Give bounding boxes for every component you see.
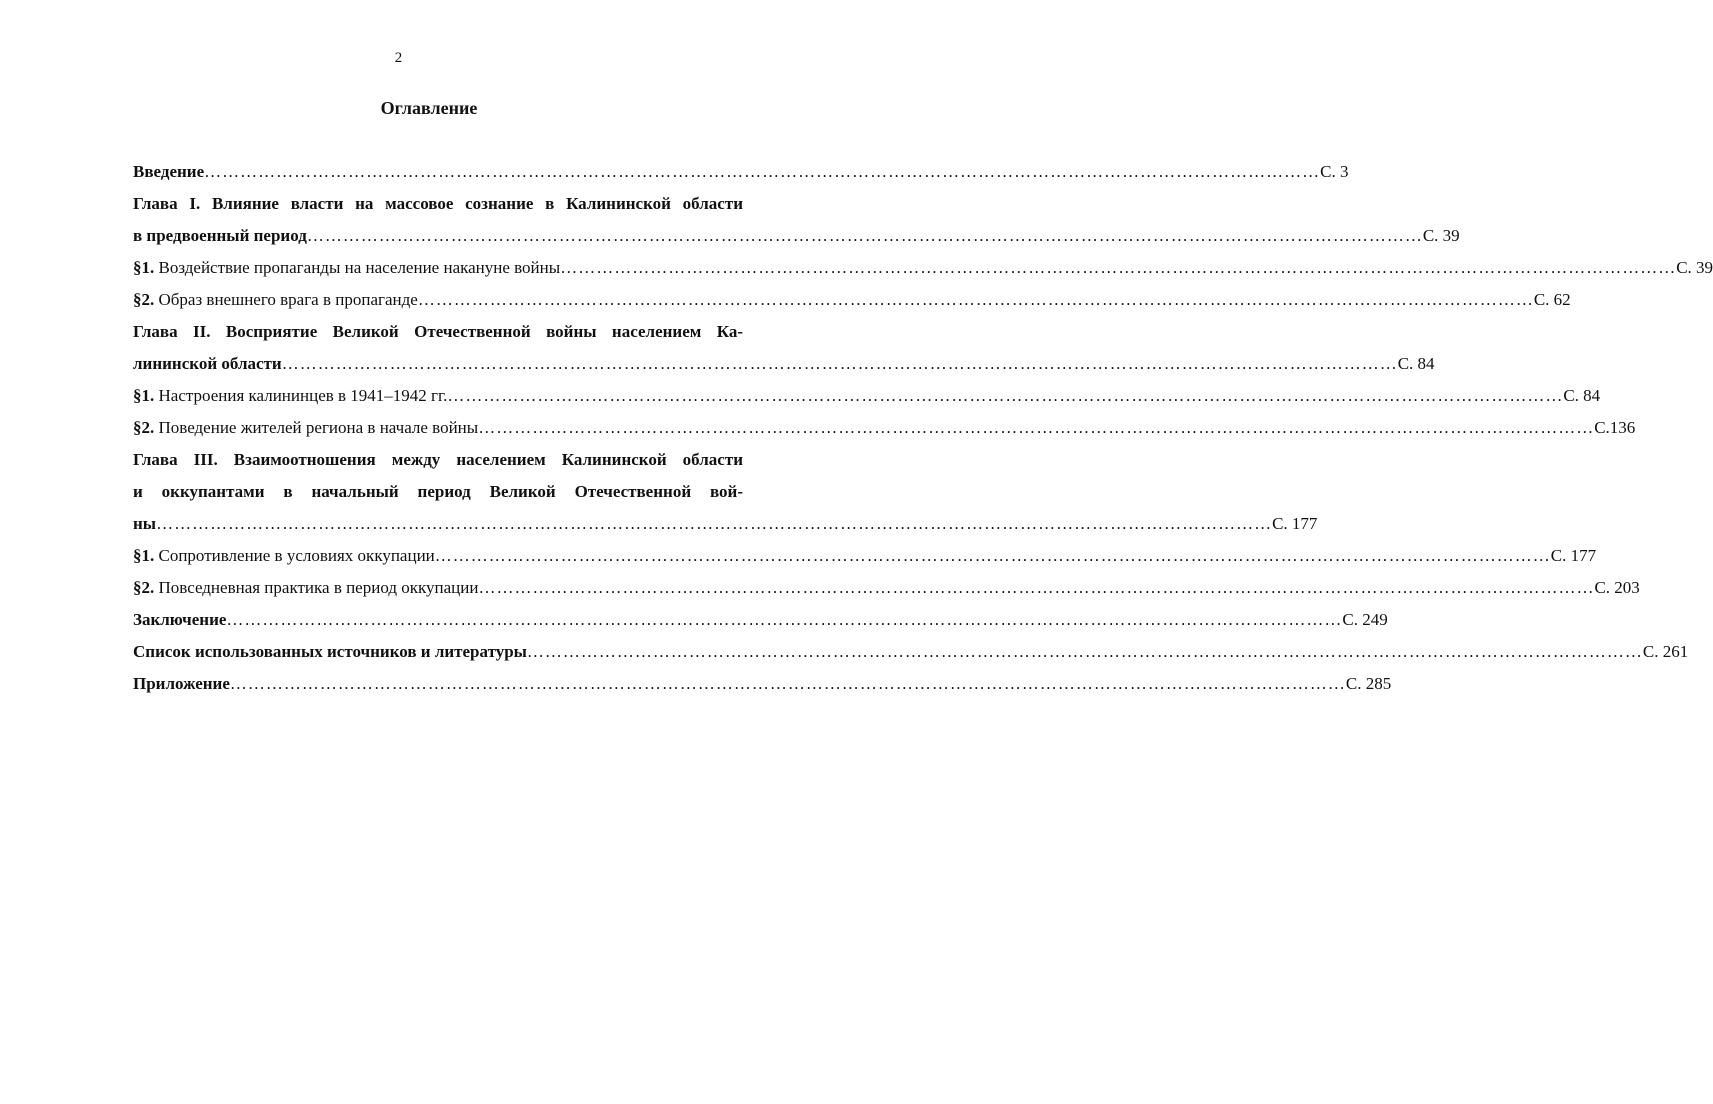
- leader-dots: ……………………………………………………………………………………………………………………………………………………………………: [156, 514, 1273, 533]
- section-number: §2.: [133, 418, 155, 437]
- leader-dots: ……………………………………………………………………………………………………………………………………………………………………: [281, 354, 1398, 373]
- leader-dots: ……………………………………………………………………………………………………………………………………………………………………: [560, 258, 1677, 277]
- toc-chapter3-line3: ны: [133, 514, 157, 533]
- section-title: Образ внешнего врага в пропаганде: [158, 290, 418, 309]
- toc-page-appendix: С. 285: [1345, 674, 1392, 693]
- toc-page-chapter1: С. 39: [1422, 226, 1460, 245]
- toc-page-chapter2: С. 84: [1397, 354, 1435, 373]
- page-number: 2: [394, 50, 403, 66]
- leader-dots: ……………………………………………………………………………………………………………………………………………………………………: [434, 546, 1551, 565]
- toc-entry-ch3-s1: [133, 540, 1597, 572]
- leader-dots: ……………………………………………………………………………………………………………………………………………………………………: [229, 674, 1346, 693]
- leader-dots: ……………………………………………………………………………………………………………………………………………………………………: [204, 162, 1321, 181]
- section-title: Повседневная практика в период оккупации: [158, 578, 479, 597]
- section-title: Сопротивление в условиях оккупации: [158, 546, 435, 565]
- toc-label-appendix: Приложение: [133, 674, 230, 693]
- section-number: §1.: [133, 386, 155, 405]
- leader-dots: ……………………………………………………………………………………………………………………………………………………………………: [417, 290, 1534, 309]
- leader-dots: ……………………………………………………………………………………………………………………………………………………………………: [447, 386, 1564, 405]
- toc-page-sources: С. 261: [1642, 642, 1689, 661]
- toc-entry-chapter2: [133, 348, 1435, 380]
- toc-label-sources: Список использованных источников и литературы: [133, 642, 527, 661]
- section-number: §2.: [133, 290, 155, 309]
- toc-entry-appendix: [133, 668, 1392, 700]
- toc-entry-chapter1: [133, 220, 1460, 252]
- toc-page-intro: С. 3: [1320, 162, 1349, 181]
- leader-dots: ……………………………………………………………………………………………………………………………………………………………………: [226, 610, 1343, 629]
- toc-entry-ch2-s2: [133, 412, 1636, 444]
- toc-chapter3-line1: Глава III. Взаимоотношения между населением Калининской области: [133, 450, 743, 469]
- section-number: §2.: [133, 578, 155, 597]
- toc-entry-sources: [133, 636, 1689, 668]
- section-page: С. 39: [1676, 258, 1713, 277]
- leader-dots: ……………………………………………………………………………………………………………………………………………………………………: [478, 578, 1595, 597]
- toc-chapter1-line1: Глава I. Влияние власти на массовое сознание в Калининской области: [133, 194, 743, 213]
- leader-dots: ……………………………………………………………………………………………………………………………………………………………………: [526, 642, 1643, 661]
- section-page: С. 62: [1533, 290, 1571, 309]
- section-title: Воздействие пропаганды на население накануне войны: [158, 258, 561, 277]
- toc-chapter3-line2: и оккупантами в начальный период Великой Отечественной вой-: [133, 482, 743, 501]
- toc-entry-ch1-s2: [133, 284, 1571, 316]
- toc-entry-ch2-s1: [133, 380, 1601, 412]
- leader-dots: ……………………………………………………………………………………………………………………………………………………………………: [306, 226, 1423, 245]
- leader-dots: ……………………………………………………………………………………………………………………………………………………………………: [478, 418, 1595, 437]
- toc-label-intro: Введение: [133, 162, 205, 181]
- toc-entry-conclusion: [133, 604, 1388, 636]
- toc-entry-ch1-s1: [133, 252, 1713, 284]
- section-page: С.136: [1594, 418, 1636, 437]
- page-title: Оглавление: [380, 98, 478, 118]
- toc-page-chapter3: С. 177: [1272, 514, 1318, 533]
- toc-entry-chapter3: [133, 508, 1318, 540]
- section-number: §1.: [133, 546, 155, 565]
- toc-label-conclusion: Заключение: [133, 610, 227, 629]
- section-title: Поведение жителей региона в начале войны: [158, 418, 479, 437]
- toc-entry-ch3-s2: [133, 572, 1640, 604]
- toc-entry-intro: [133, 156, 1349, 188]
- toc-page-conclusion: С. 249: [1342, 610, 1388, 629]
- section-page: С. 203: [1594, 578, 1640, 597]
- toc-chapter1-line2: в предвоенный период: [133, 226, 307, 245]
- toc-chapter2-line2: лининской области: [133, 354, 282, 373]
- section-title: Настроения калининцев в 1941–1942 гг.: [158, 386, 448, 405]
- table-of-contents: [133, 156, 1713, 700]
- section-page: С. 84: [1563, 386, 1601, 405]
- toc-chapter2-line1: Глава II. Восприятие Великой Отечественной войны населением Ка-: [133, 322, 743, 341]
- section-number: §1.: [133, 258, 155, 277]
- section-page: С. 177: [1550, 546, 1597, 565]
